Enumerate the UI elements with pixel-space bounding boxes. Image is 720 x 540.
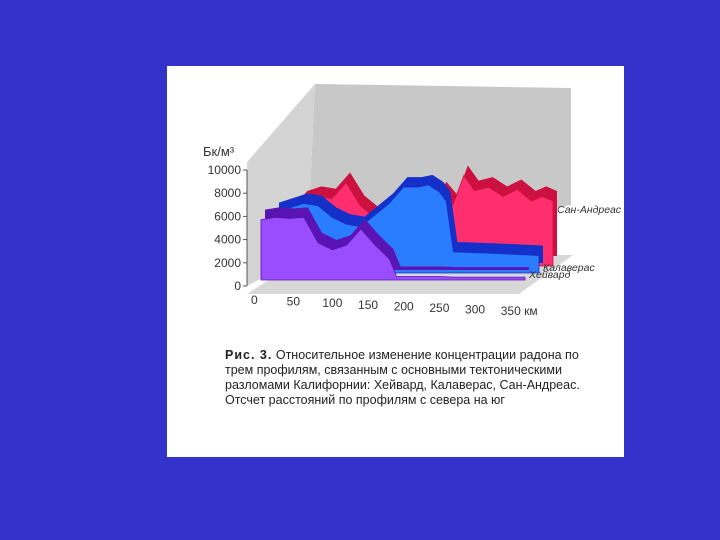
y-tick-label: 10000 [207, 163, 241, 177]
y-tick-label: 8000 [214, 186, 241, 201]
y-tick-label: 2000 [214, 255, 241, 270]
series-label-calaveras: Калаверас [543, 262, 595, 274]
caption-number: Рис. 3. [225, 348, 273, 362]
x-tick-label: 250 [429, 301, 450, 315]
y-tick-label: 4000 [214, 232, 241, 247]
figure-card [167, 66, 624, 457]
figure-caption [225, 348, 585, 408]
x-tick-label: 50 [286, 294, 301, 309]
x-tick-label: 200 [393, 299, 414, 314]
x-tick-label: 0 [251, 293, 258, 307]
x-tick-label: 150 [358, 297, 379, 312]
y-tick-label: 0 [234, 279, 241, 293]
y-tick-label: 6000 [214, 209, 241, 224]
x-tick-label: 100 [322, 296, 343, 311]
x-tick-label: 350 км [500, 304, 538, 319]
series-label-hayward: Хейвард [529, 269, 571, 281]
series-label-san-andreas: Сан-Андреас [557, 204, 622, 217]
caption-text: Относительное изменение концентрации радона по трем профилям, связанным с основными тектоническими разломами Калифорнии: Хейвард, Калаверас, Сан-Андреас. Отсчет расстояний по профилям с севера на юг [225, 348, 580, 407]
x-tick-label: 300 [465, 302, 486, 317]
y-unit-label: Бк/м³ [203, 144, 235, 159]
